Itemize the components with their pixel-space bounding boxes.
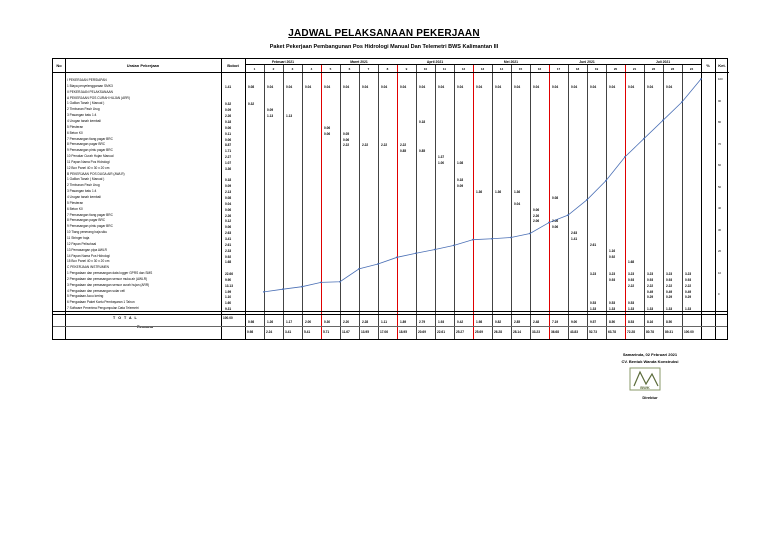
total-label: T O T A L — [113, 316, 138, 320]
cumulative-plan-value: 3.41 — [285, 330, 292, 334]
task-label: 7 Software Penerima Pengumpulan Data Telemetri — [67, 306, 139, 311]
task-label: 2 Pengadaan dan pemasangan sensor muka air (AWLR) — [67, 276, 148, 281]
week-header: 2 — [264, 65, 283, 73]
signature-name: Direktur — [642, 395, 658, 400]
total-value: 100.00 — [223, 316, 233, 320]
task-weight: 0.18 — [225, 119, 232, 124]
month-header: April 2021 — [397, 59, 473, 65]
cumulative-plan-value: 2.24 — [266, 330, 273, 334]
task-label: 5 Plesteran — [67, 200, 84, 205]
task-label: 15 Box Panel 40 x 30 x 20 cm — [67, 259, 110, 264]
task-weight: 1.07 — [225, 160, 232, 165]
cumulative-plan-value: 22.61 — [437, 330, 445, 334]
schedule-cell-value: 0.49 — [647, 289, 654, 294]
schedule-cell-value: 0.18 — [419, 119, 426, 124]
task-weight: 0.04 — [225, 201, 232, 206]
week-header: 10 — [416, 65, 435, 73]
task-weight: 1.99 — [225, 289, 232, 294]
cumulative-plan-value: 80.78 — [646, 330, 654, 334]
task-weight: 0.06 — [225, 207, 232, 212]
cumulative-plan-value: 26.28 — [494, 330, 502, 334]
signature-place-date: Samarinda, 02 Februari 2021 — [622, 352, 678, 357]
schedule-cell-value: 1.13 — [267, 114, 274, 119]
task-weight: 1.68 — [225, 260, 232, 265]
cumulative-point — [396, 256, 398, 258]
week-header: 17 — [549, 65, 568, 73]
schedule-cell-value: 0.85 — [400, 149, 407, 154]
cumulative-plan-value: 17.06 — [380, 330, 388, 334]
schedule-cell-value: 0.49 — [666, 289, 673, 294]
schedule-cell-value: 1.36 — [476, 190, 483, 195]
cumulative-plan-value: 5.71 — [323, 330, 330, 334]
cumulative-plan-value: 63.78 — [608, 330, 616, 334]
cumulative-point — [472, 239, 474, 241]
week-header: 14 — [492, 65, 511, 73]
weekly-plan-value: 1.17 — [286, 320, 293, 324]
weekly-plan-value: 8.50 — [609, 320, 616, 324]
weekly-plan-value: 2.20 — [343, 320, 350, 324]
week-header: 20 — [606, 65, 625, 73]
schedule-cell-value: 1.33 — [647, 307, 654, 312]
schedule-cell-value: 0.93 — [647, 277, 654, 282]
schedule-cell-value: 0.04 — [571, 84, 578, 89]
cumulative-plan-value: 52.73 — [589, 330, 597, 334]
axis-tick-label: 50 — [718, 184, 722, 189]
week-header: 4 — [302, 65, 321, 73]
task-label: 9 Pemasangan pintu pagar BRC — [67, 148, 113, 153]
task-label: 4 Pengadaan dan pemasangan solar cell — [67, 288, 125, 293]
cumulative-line — [264, 79, 701, 292]
week-header: 18 — [568, 65, 587, 73]
task-label: 11 Stringer baja — [67, 235, 90, 240]
cumulative-point — [415, 252, 417, 254]
task-label: 1 Biaya penyelenggaraan SMK3 — [67, 83, 113, 88]
cumulative-plan-value: 36.68 — [551, 330, 559, 334]
schedule-cell-value: 0.93 — [685, 277, 692, 282]
week-header: 3 — [283, 65, 302, 73]
schedule-cell-value: 2.22 — [343, 143, 350, 148]
cumulative-point — [434, 249, 436, 251]
schedule-cell-value: 3.23 — [666, 272, 673, 277]
task-weight: 2.13 — [225, 190, 232, 195]
cumulative-point — [339, 281, 341, 283]
weekly-plan-value: 8.16 — [647, 320, 654, 324]
task-label: 2 Timbunan Pasir Urug — [67, 183, 100, 188]
axis-tick-label: 0 — [718, 292, 720, 296]
task-label: A PEKERJAAN POS CURAH HUJAN (ARR) — [67, 95, 130, 100]
schedule-cell-value: 3.23 — [628, 272, 635, 277]
schedule-cell-value: 0.06 — [343, 137, 350, 142]
schedule-cell-value: 0.04 — [362, 84, 369, 89]
schedule-cell-value: 0.29 — [666, 295, 673, 300]
cumulative-plan-value: 28.14 — [513, 330, 521, 334]
weekly-plan-value: 8.53 — [628, 320, 635, 324]
task-label: 10 Penakar Curah Hujan Manual — [67, 154, 114, 159]
schedule-cell-value: 0.93 — [666, 277, 673, 282]
schedule-cell-value: 1.33 — [609, 307, 616, 312]
task-weight: 1.71 — [225, 149, 232, 154]
weekly-plan-value: 1.93 — [438, 320, 445, 324]
month-header: Mei 2021 — [473, 59, 549, 65]
axis-tick-label: 10 — [718, 270, 722, 275]
schedule-cell-value: 2.63 — [571, 231, 578, 236]
schedule-cell-value: 1.08 — [457, 160, 464, 165]
schedule-cell-value: 2.22 — [381, 143, 388, 148]
stamp-icon — [628, 366, 662, 392]
schedule-cell-value: 0.85 — [419, 149, 426, 154]
week-header: 21 — [625, 65, 644, 73]
axis-tick-label: 90 — [718, 98, 722, 103]
week-header: 11 — [435, 65, 454, 73]
month-header: Maret 2021 — [321, 59, 397, 65]
schedule-cell-value: 1.00 — [438, 160, 445, 165]
schedule-cell-value: 0.04 — [457, 84, 464, 89]
schedule-cell-value: 0.29 — [647, 295, 654, 300]
task-label: 9 Pemasangan pintu pagar BRC — [67, 224, 113, 229]
task-weight: 22.66 — [225, 272, 233, 277]
task-label: 10 Tiang penerang baja siku — [67, 230, 108, 235]
page-subtitle: Paket Pekerjaan Pembangunan Pos Hidrologi Manual Dan Telemetri BWS Kalimantan III — [269, 44, 499, 50]
task-label: 1 Pengadaan dan pemasangan data logger GPRS dan SMS — [67, 271, 153, 276]
schedule-cell-value: 1.16 — [609, 248, 616, 253]
schedule-cell-value: 0.04 — [419, 84, 426, 89]
cumulative-point — [358, 268, 360, 270]
schedule-cell-value: 0.04 — [286, 84, 293, 89]
task-label: 7 Pemasangan tiang pagar BRC — [67, 212, 113, 217]
schedule-cell-value: 2.22 — [685, 283, 692, 288]
task-label: 4 Urugan tanah kembali — [67, 118, 101, 123]
weekly-plan-value: 1.89 — [400, 320, 407, 324]
task-label: 3 Pasangan batu 1:4 — [67, 113, 97, 118]
schedule-cell-value: 1.37 — [438, 155, 445, 160]
schedule-cell-value: 0.92 — [609, 254, 616, 259]
cumulative-plan-value: 25.27 — [456, 330, 464, 334]
task-label: 4 Urugan tanah kembali — [67, 195, 101, 199]
cumulative-point — [301, 286, 303, 288]
task-weight: 0.06 — [225, 137, 232, 142]
axis-tick-label: 100 — [718, 77, 723, 81]
cumulative-point — [567, 214, 569, 216]
schedule-cell-value: 0.04 — [590, 84, 597, 89]
task-weight: 1.10 — [225, 295, 232, 300]
schedule-cell-value: 0.04 — [305, 84, 312, 89]
task-label: 6 Beton K0 — [67, 206, 83, 211]
schedule-cell-value: 1.33 — [628, 307, 635, 312]
task-label: 12 Papan Peilschaal — [67, 241, 97, 246]
cumulative-point — [700, 78, 702, 80]
week-header: 6 — [340, 65, 359, 73]
task-weight: 0.09 — [225, 108, 232, 113]
cumulative-plan-value: 11.67 — [342, 330, 350, 334]
cumulative-plan-value: 33.23 — [532, 330, 540, 334]
task-weight: 9.31 — [225, 307, 232, 312]
cumulative-point — [605, 180, 607, 182]
header-uraian: Uraian Pekerjaan — [65, 59, 221, 73]
task-weight: 0.06 — [225, 225, 232, 230]
cumulative-plan-value: 20.69 — [418, 330, 426, 334]
weekly-plan-value: 1.98 — [476, 320, 483, 324]
task-label: 6 Pengadaan Paket Kartu Pembayaran 1 Tahun — [67, 300, 135, 305]
task-label: 1 Gallian Tanah ( Manual ) — [67, 101, 105, 106]
company-stamp — [628, 366, 662, 392]
cumulative-plan-value: 0.98 — [247, 330, 254, 334]
weekly-plan-value: 9.57 — [590, 320, 597, 324]
schedule-cell-value: 0.04 — [438, 84, 445, 89]
schedule-cell-value: 0.04 — [324, 84, 331, 89]
schedule-cell-value: 1.13 — [286, 114, 293, 119]
schedule-cell-value: 0.04 — [400, 84, 407, 89]
schedule-cell-value: 0.04 — [476, 84, 483, 89]
cumulative-plan-value: 5.41 — [304, 330, 311, 334]
weekly-plan-value: 1.11 — [381, 320, 388, 324]
cumulative-point — [529, 233, 531, 235]
schedule-cell-value: 0.04 — [647, 84, 654, 89]
cumulative-plan-value: 72.28 — [627, 330, 635, 334]
cumulative-point — [548, 222, 550, 224]
cumulative-point — [377, 263, 379, 265]
schedule-cell-value: 0.09 — [457, 184, 464, 189]
schedule-cell-value: 2.26 — [533, 213, 540, 218]
weekly-plan-value: 7.19 — [552, 320, 559, 324]
weekly-plan-value: 2.28 — [362, 320, 369, 324]
cumulative-point — [624, 156, 626, 158]
schedule-cell-value: 1.68 — [628, 260, 635, 265]
task-weight: 9.90 — [225, 277, 232, 282]
axis-tick-label: 70 — [718, 141, 722, 146]
task-weight: 0.12 — [225, 219, 232, 224]
page-title: JADWAL PELAKSANAAN PEKERJAAN — [288, 28, 480, 39]
schedule-cell-value: 0.04 — [343, 84, 350, 89]
week-header: 7 — [359, 65, 378, 73]
week-header: 23 — [663, 65, 682, 73]
axis-tick-label: 40 — [718, 206, 722, 210]
axis-tick-label: 80 — [718, 120, 722, 124]
task-label: C PEKERJAAN INSTRUMEN — [67, 265, 109, 270]
s-curve-chart — [53, 59, 729, 341]
schedule-cell-value: 0.06 — [533, 207, 540, 212]
schedule-cell-value: 0.29 — [685, 295, 692, 300]
schedule-cell-value: 0.49 — [685, 289, 692, 294]
schedule-cell-value: 1.33 — [685, 307, 692, 312]
weekly-plan-value: 1.26 — [267, 320, 274, 324]
axis-tick-label: 60 — [718, 163, 722, 167]
cumulative-plan-value: 25.69 — [475, 330, 483, 334]
task-weight: 13.13 — [225, 283, 233, 288]
weekly-plan-value: 8.50 — [666, 320, 673, 324]
cumulative-point — [263, 291, 265, 293]
task-weight: 1.60 — [225, 301, 232, 306]
schedule-cell-value: 2.22 — [666, 283, 673, 288]
header-percent: % — [701, 59, 715, 73]
week-header: 8 — [378, 65, 397, 73]
schedule-cell-value: 0.04 — [514, 84, 521, 89]
header-ket: Ket. — [715, 59, 729, 73]
task-label: 14 Papan Nama Pos Hidrologi — [67, 253, 110, 258]
cumulative-plan-value: 18.95 — [399, 330, 407, 334]
task-label: 11 Papan Nama Pos Hidrologi — [67, 159, 110, 164]
cumulative-plan-value: 89.31 — [665, 330, 673, 334]
weekly-plan-value: 2.79 — [419, 320, 426, 324]
cumulative-point — [491, 238, 493, 240]
schedule-cell-value: 0.06 — [324, 131, 331, 136]
task-weight: 3.41 — [225, 236, 232, 241]
schedule-cell-value: 0.04 — [381, 84, 388, 89]
schedule-cell-value: 2.61 — [590, 242, 597, 247]
schedule-cell-value: 0.08 — [552, 196, 559, 200]
task-weight: 0.92 — [225, 254, 232, 259]
week-header: 19 — [587, 65, 606, 73]
cumulative-plan-value: 43.83 — [570, 330, 578, 334]
task-weight: 0.06 — [225, 125, 232, 130]
cumulative-point — [282, 288, 284, 290]
cumulative-point — [510, 237, 512, 239]
cumulative-point — [643, 138, 645, 140]
schedule-cell-value: 0.04 — [609, 84, 616, 89]
weekly-plan-value: 2.48 — [533, 320, 540, 324]
schedule-cell-value: 1.33 — [666, 307, 673, 312]
task-weight: 0.32 — [225, 102, 232, 107]
task-label: 3 Pasangan batu 1:4 — [67, 189, 97, 194]
schedule-cell-value: 0.93 — [628, 277, 635, 282]
schedule-cell-value: 0.04 — [628, 84, 635, 89]
schedule-cell-value: 0.05 — [343, 131, 350, 136]
week-header: 12 — [454, 65, 473, 73]
task-label: 8 Pemasangan pagar BRC — [67, 142, 106, 147]
schedule-cell-value: 0.04 — [267, 84, 274, 89]
weekly-plan-value: 9.00 — [571, 320, 578, 324]
task-label: 1 Gallian Tanah ( Manual ) — [67, 177, 105, 182]
month-header: Februari 2021 — [245, 59, 321, 65]
schedule-cell-value: 1.36 — [495, 190, 502, 195]
schedule-cell-value: 3.23 — [685, 272, 692, 277]
rencana-label: Rencana — [137, 325, 153, 329]
schedule-cell-value: 0.32 — [248, 102, 255, 107]
cumulative-plan-value: 100.00 — [684, 330, 694, 334]
schedule-cell-value: 0.04 — [495, 84, 502, 89]
task-label: 5 Pengadaan Accu kering — [67, 294, 104, 299]
week-header: 9 — [397, 65, 416, 73]
month-header: Juli 2021 — [625, 59, 701, 65]
schedule-cell-value: 2.06 — [552, 219, 559, 224]
schedule-cell-value: 2.22 — [400, 143, 407, 148]
task-weight: 0.11 — [225, 131, 232, 136]
schedule-cell-value: 3.23 — [609, 272, 616, 277]
schedule-cell-value: 1.33 — [590, 307, 597, 312]
cumulative-point — [662, 119, 664, 121]
schedule-cell-value: 0.04 — [533, 84, 540, 89]
task-weight: 0.08 — [225, 196, 232, 200]
task-label: 12 Box Panel 40 x 30 x 20 cm — [67, 165, 110, 170]
schedule-cell-value: 0.04 — [514, 201, 521, 206]
cumulative-point — [586, 199, 588, 201]
schedule-cell-value: 0.04 — [552, 84, 559, 89]
task-weight: 2.27 — [225, 155, 232, 160]
schedule-cell-value: 0.93 — [609, 277, 616, 282]
week-header: 1 — [245, 65, 264, 73]
cumulative-point — [453, 244, 455, 246]
task-weight: 3.36 — [225, 166, 232, 171]
schedule-cell-value: 0.04 — [666, 84, 673, 89]
task-label: 5 Plesteran — [67, 124, 84, 129]
schedule-cell-value: 0.53 — [590, 301, 597, 306]
schedule-cell-value: 2.06 — [533, 219, 540, 224]
schedule-cell-value: 0.06 — [552, 225, 559, 230]
task-label: I PEKERJAAN PERSIAPAN — [67, 78, 107, 82]
schedule-cell-value: 3.23 — [647, 272, 654, 277]
task-label: B PEKERJAAN POS DUGA AIR (AWLR) — [67, 171, 125, 176]
task-weight: 2.33 — [225, 248, 232, 253]
task-label: 13 Pemasangan pipa AWLR — [67, 247, 107, 252]
weekly-plan-value: 0.42 — [457, 320, 464, 324]
schedule-cell-value: 0.53 — [609, 301, 616, 306]
task-weight: 2.61 — [225, 242, 232, 247]
task-weight: 1.41 — [225, 84, 232, 89]
header-no: No — [53, 59, 65, 73]
schedule-cell-value: 0.06 — [324, 125, 331, 130]
task-weight: 2.26 — [225, 213, 232, 218]
week-header: 5 — [321, 65, 340, 73]
schedule-cell-value: 0.53 — [628, 301, 635, 306]
cumulative-plan-value: 13.95 — [361, 330, 369, 334]
schedule-table — [52, 58, 728, 340]
week-header: 16 — [530, 65, 549, 73]
signature-company: CV. Bentuk Wanda Konstruksi — [621, 359, 679, 364]
week-header: 22 — [644, 65, 663, 73]
task-label: 7 Pemasangan tiang pagar BRC — [67, 136, 113, 141]
task-weight: 0.18 — [225, 178, 232, 183]
cumulative-point — [320, 281, 322, 283]
task-label: 8 Pemasangan pagar BRC — [67, 218, 106, 223]
schedule-cell-value: 0.18 — [457, 178, 464, 183]
axis-tick-label: 20 — [718, 249, 722, 253]
task-label: II PEKERJAAN PELAKSANAAN — [67, 89, 113, 94]
weekly-plan-value: 2.85 — [514, 320, 521, 324]
schedule-cell-value: 0.08 — [248, 84, 255, 89]
weekly-plan-value: 0.82 — [495, 320, 502, 324]
week-header: 15 — [511, 65, 530, 73]
task-weight: 0.09 — [225, 184, 232, 189]
week-header: 24 — [682, 65, 701, 73]
schedule-cell-value: 2.22 — [628, 283, 635, 288]
task-label: 3 Pengadaan dan pemasangan sensor curah hujan (ARR) — [67, 282, 150, 287]
schedule-cell-value: 1.41 — [571, 236, 578, 241]
axis-tick-label: 30 — [718, 227, 722, 232]
schedule-cell-value: 1.36 — [514, 190, 521, 195]
task-weight: 2.26 — [225, 114, 232, 119]
task-label: 6 Beton K0 — [67, 130, 83, 135]
schedule-cell-value: 0.09 — [267, 108, 274, 113]
header-bobot: Bobot — [221, 59, 245, 73]
stamp-text: BWK — [640, 385, 650, 390]
task-label: 2 Timbunan Pasir Urug — [67, 107, 100, 112]
week-header: 13 — [473, 65, 492, 73]
cumulative-point — [681, 101, 683, 103]
month-header: Juni 2021 — [549, 59, 625, 65]
task-weight: 2.63 — [225, 231, 232, 236]
schedule-cell-value: 2.22 — [647, 283, 654, 288]
schedule-cell-value: 3.23 — [590, 272, 597, 277]
weekly-plan-value: 0.30 — [324, 320, 331, 324]
task-weight: 8.87 — [225, 143, 232, 148]
weekly-plan-value: 2.00 — [305, 320, 312, 324]
weekly-plan-value: 0.98 — [248, 320, 255, 324]
schedule-cell-value: 2.22 — [362, 143, 369, 148]
